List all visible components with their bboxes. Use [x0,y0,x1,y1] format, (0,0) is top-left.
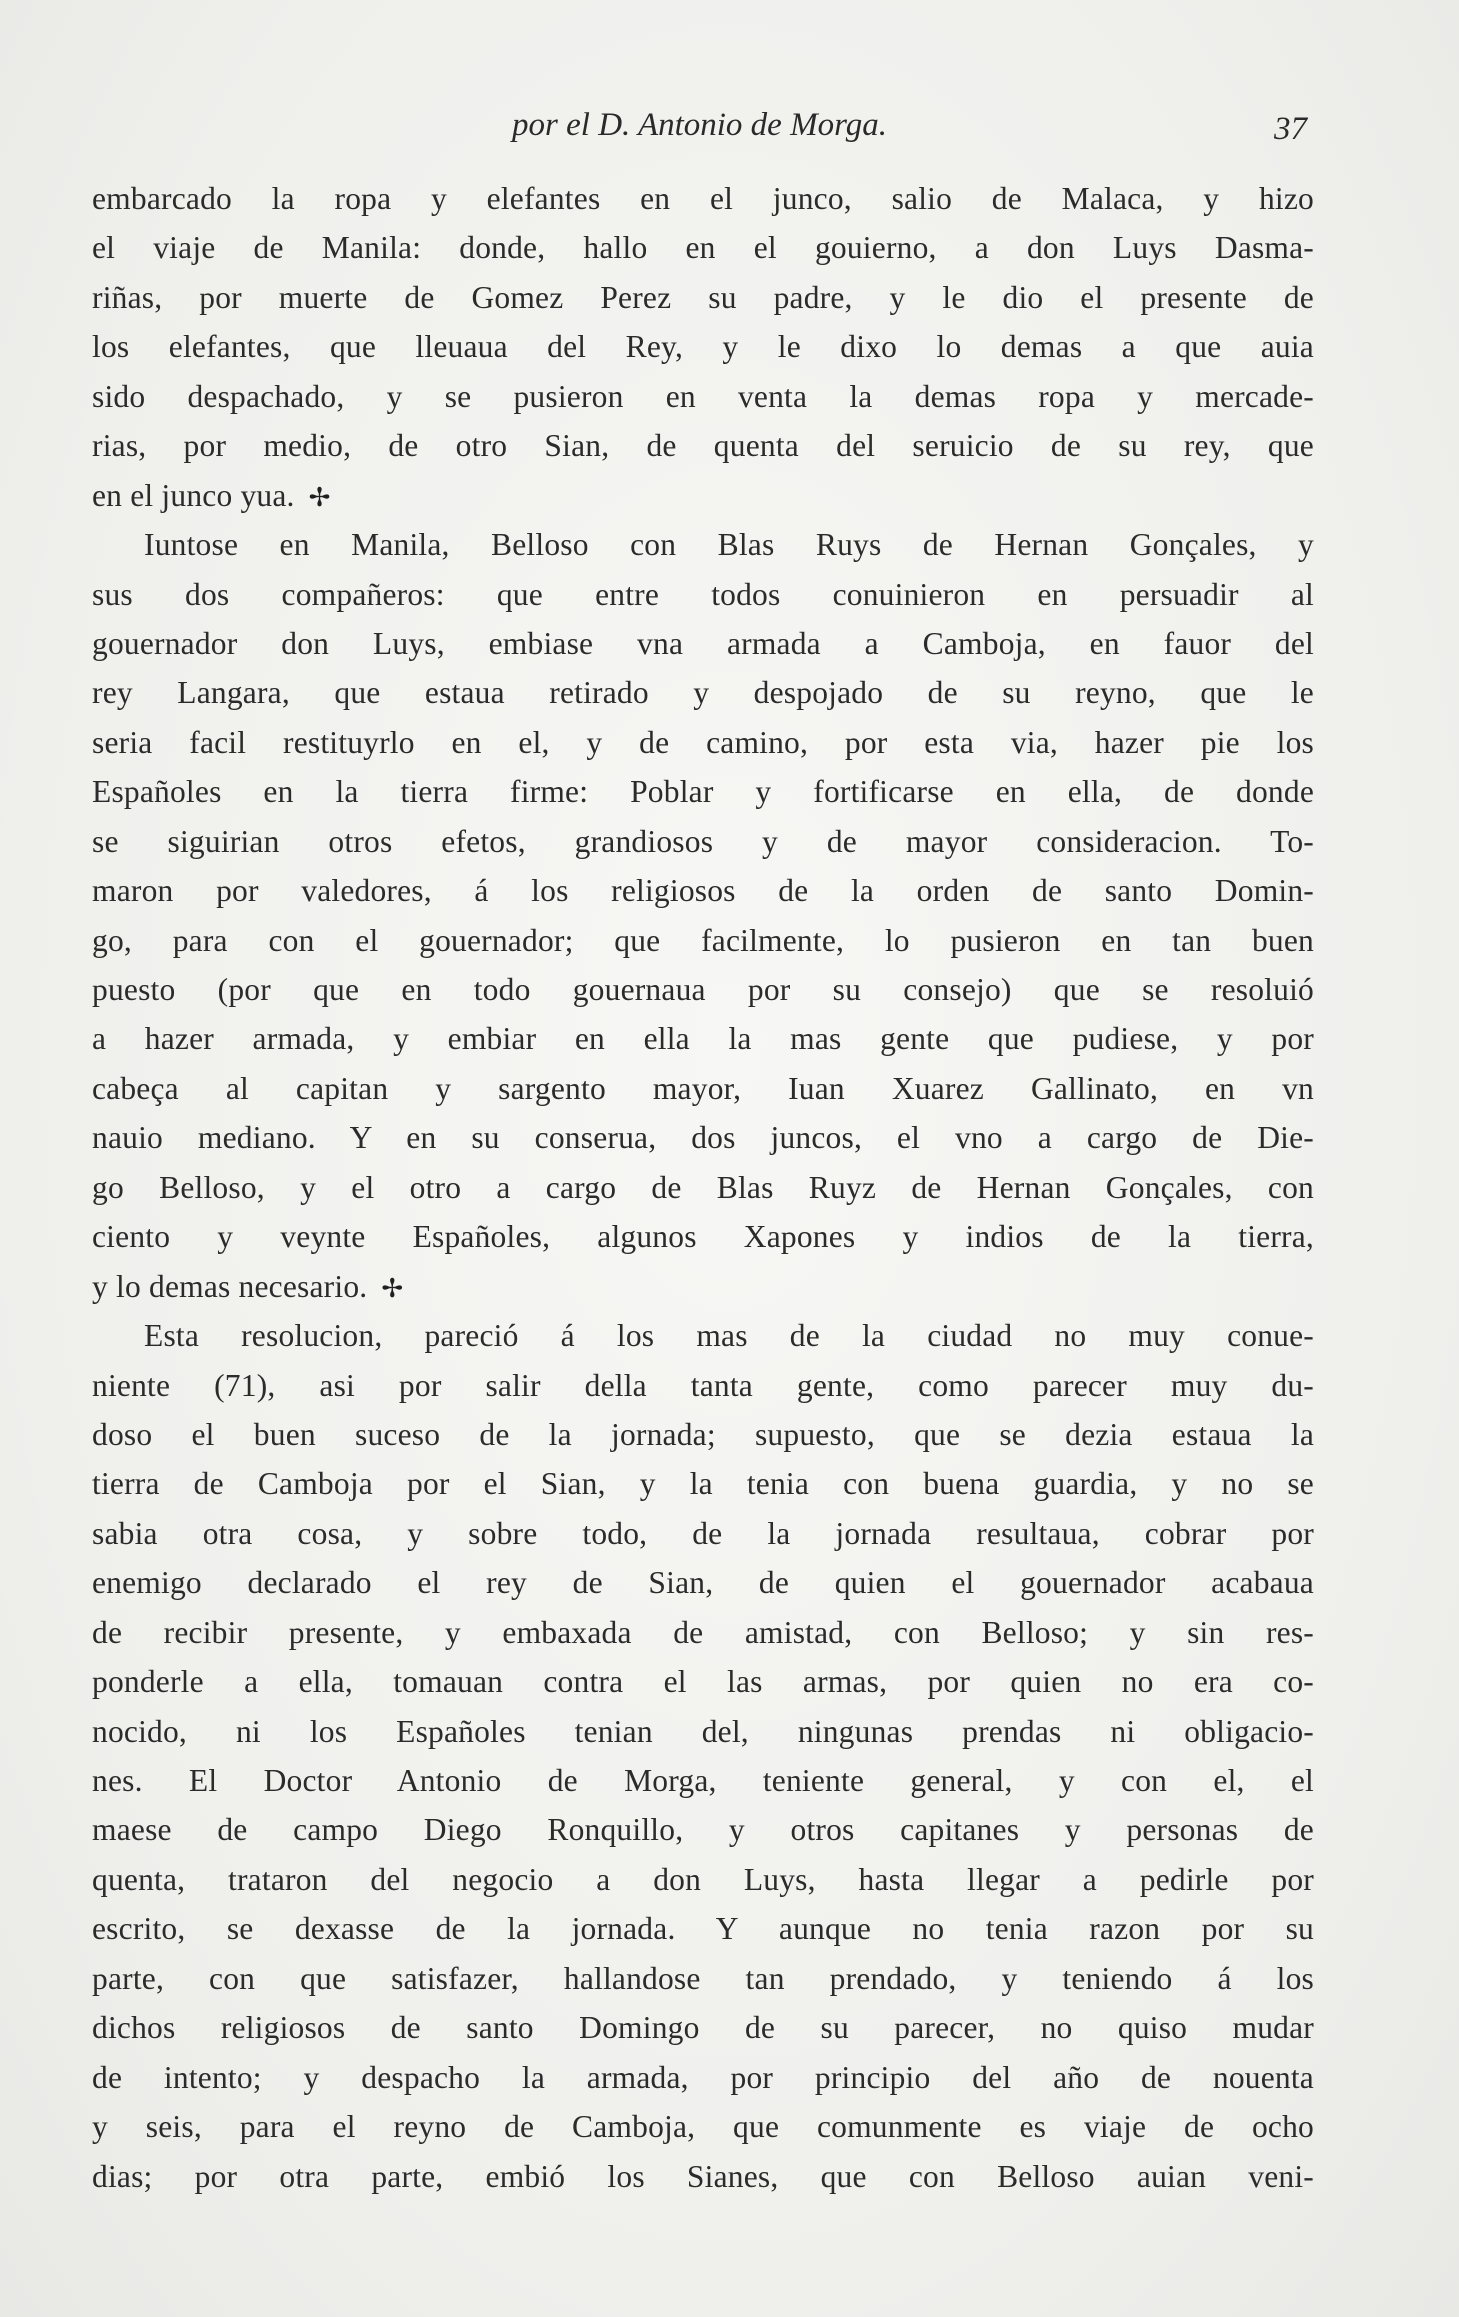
text-line: sus dos compañeros: que entre todos conuinieron en persuadir al [92,576,1314,612]
text-line-end [92,1262,1314,1311]
text-line: sido despachado, y se pusieron en venta la demas ropa y mercade- [92,378,1314,414]
text-line: gouernador don Luys, embiase vna armada a Camboja, en fauor del [92,625,1314,661]
text-line: puesto (por que en todo gouernaua por su consejo) que se resoluió [92,972,1314,1007]
text-line: tierra de Camboja por el Sian, y la tenia con buena guardia, y no se [92,1466,1314,1502]
body-text [92,174,1314,2201]
text-line-end [92,471,1314,520]
text-line: sabia otra cosa, y sobre todo, de la jornada resultaua, cobrar por [92,1515,1314,1551]
running-head [92,100,1307,150]
paragraph-mark-icon: ✢ [308,482,331,512]
text-line: rey Langara, que estaua retirado y despojado de su reyno, que le [92,675,1314,711]
text-line: en el junco yua. [92,477,295,513]
text-line: parte, con que satisfazer, hallandose tan prendado, y teniendo á los [92,1960,1314,1996]
text-line: el viaje de Manila: donde, hallo en el gouierno, a don Luys Dasma- [92,230,1314,266]
text-line: y seis, para el reyno de Camboja, que comunmente es viaje de ocho [92,2109,1314,2145]
text-line: Esta resolucion, pareció á los mas de la ciudad no muy conue- [144,1318,1314,1354]
text-line: a hazer armada, y embiar en ella la mas gente que pudiese, y por [92,1021,1314,1057]
text-line: Iuntose en Manila, Belloso con Blas Ruys de Hernan Gonçales, y [144,527,1314,563]
text-line: seria facil restituyrlo en el, y de camino, por esta via, hazer pie los [92,724,1314,760]
text-line: rias, por medio, de otro Sian, de quenta del seruicio de su rey, que [92,428,1314,464]
text-line: go Belloso, y el otro a cargo de Blas Ruyz de Hernan Gonçales, con [92,1169,1314,1205]
text-line: nauio mediano. Y en su conserua, dos juncos, el vno a cargo de Die- [92,1120,1314,1156]
text-line: escrito, se dexasse de la jornada. Y aunque no tenia razon por su [92,1911,1314,1947]
text-line: nocido, ni los Españoles tenian del, ningunas prendas ni obligacio- [92,1713,1314,1749]
text-line: embarcado la ropa y elefantes en el junco, salio de Malaca, y hizo [92,181,1314,216]
text-line: riñas, por muerte de Gomez Perez su padre, y le dio el presente de [92,279,1314,315]
page-number: 37 [1274,111,1307,147]
text-line: quenta, trataron del negocio a don Luys, hasta llegar a pedirle por [92,1861,1314,1897]
text-line: ciento y veynte Españoles, algunos Xapones y indios de la tierra, [92,1219,1314,1255]
text-line: cabeça al capitan y sargento mayor, Iuan Xuarez Gallinato, en vn [92,1070,1314,1106]
text-line: maron por valedores, á los religiosos de la orden de santo Domin- [92,873,1314,909]
text-line: dichos religiosos de santo Domingo de su parecer, no quiso mudar [92,2010,1314,2046]
text-line: dias; por otra parte, embió los Sianes, que con Belloso auian veni- [92,2158,1314,2194]
text-line: se siguirian otros efetos, grandiosos y de mayor consideracion. To- [92,823,1314,859]
running-title: por el D. Antonio de Morga. [512,107,887,143]
text-line: y lo demas necesario. [92,1268,368,1304]
text-line: niente (71), asi por salir della tanta gente, como parecer muy du- [92,1367,1314,1403]
text-line: ponderle a ella, tomauan contra el las armas, por quien no era co- [92,1664,1314,1700]
paragraph-mark-icon: ✢ [381,1273,404,1303]
text-line: doso el buen suceso de la jornada; supuesto, que se dezia estaua la [92,1416,1314,1452]
text-line: nes. El Doctor Antonio de Morga, teniente general, y con el, el [92,1763,1314,1798]
text-line: go, para con el gouernador; que facilmente, lo pusieron en tan buen [92,922,1314,958]
text-line: Españoles en la tierra firme: Poblar y fortificarse en ella, de donde [92,774,1314,810]
text-line: los elefantes, que lleuaua del Rey, y le dixo lo demas a que auia [92,329,1314,365]
text-line: enemigo declarado el rey de Sian, de quien el gouernador acabaua [92,1565,1314,1601]
text-line: de intento; y despacho la armada, por principio del año de nouenta [92,2059,1314,2095]
text-line: de recibir presente, y embaxada de amistad, con Belloso; y sin res- [92,1614,1314,1650]
text-line: maese de campo Diego Ronquillo, y otros capitanes y personas de [92,1812,1314,1848]
